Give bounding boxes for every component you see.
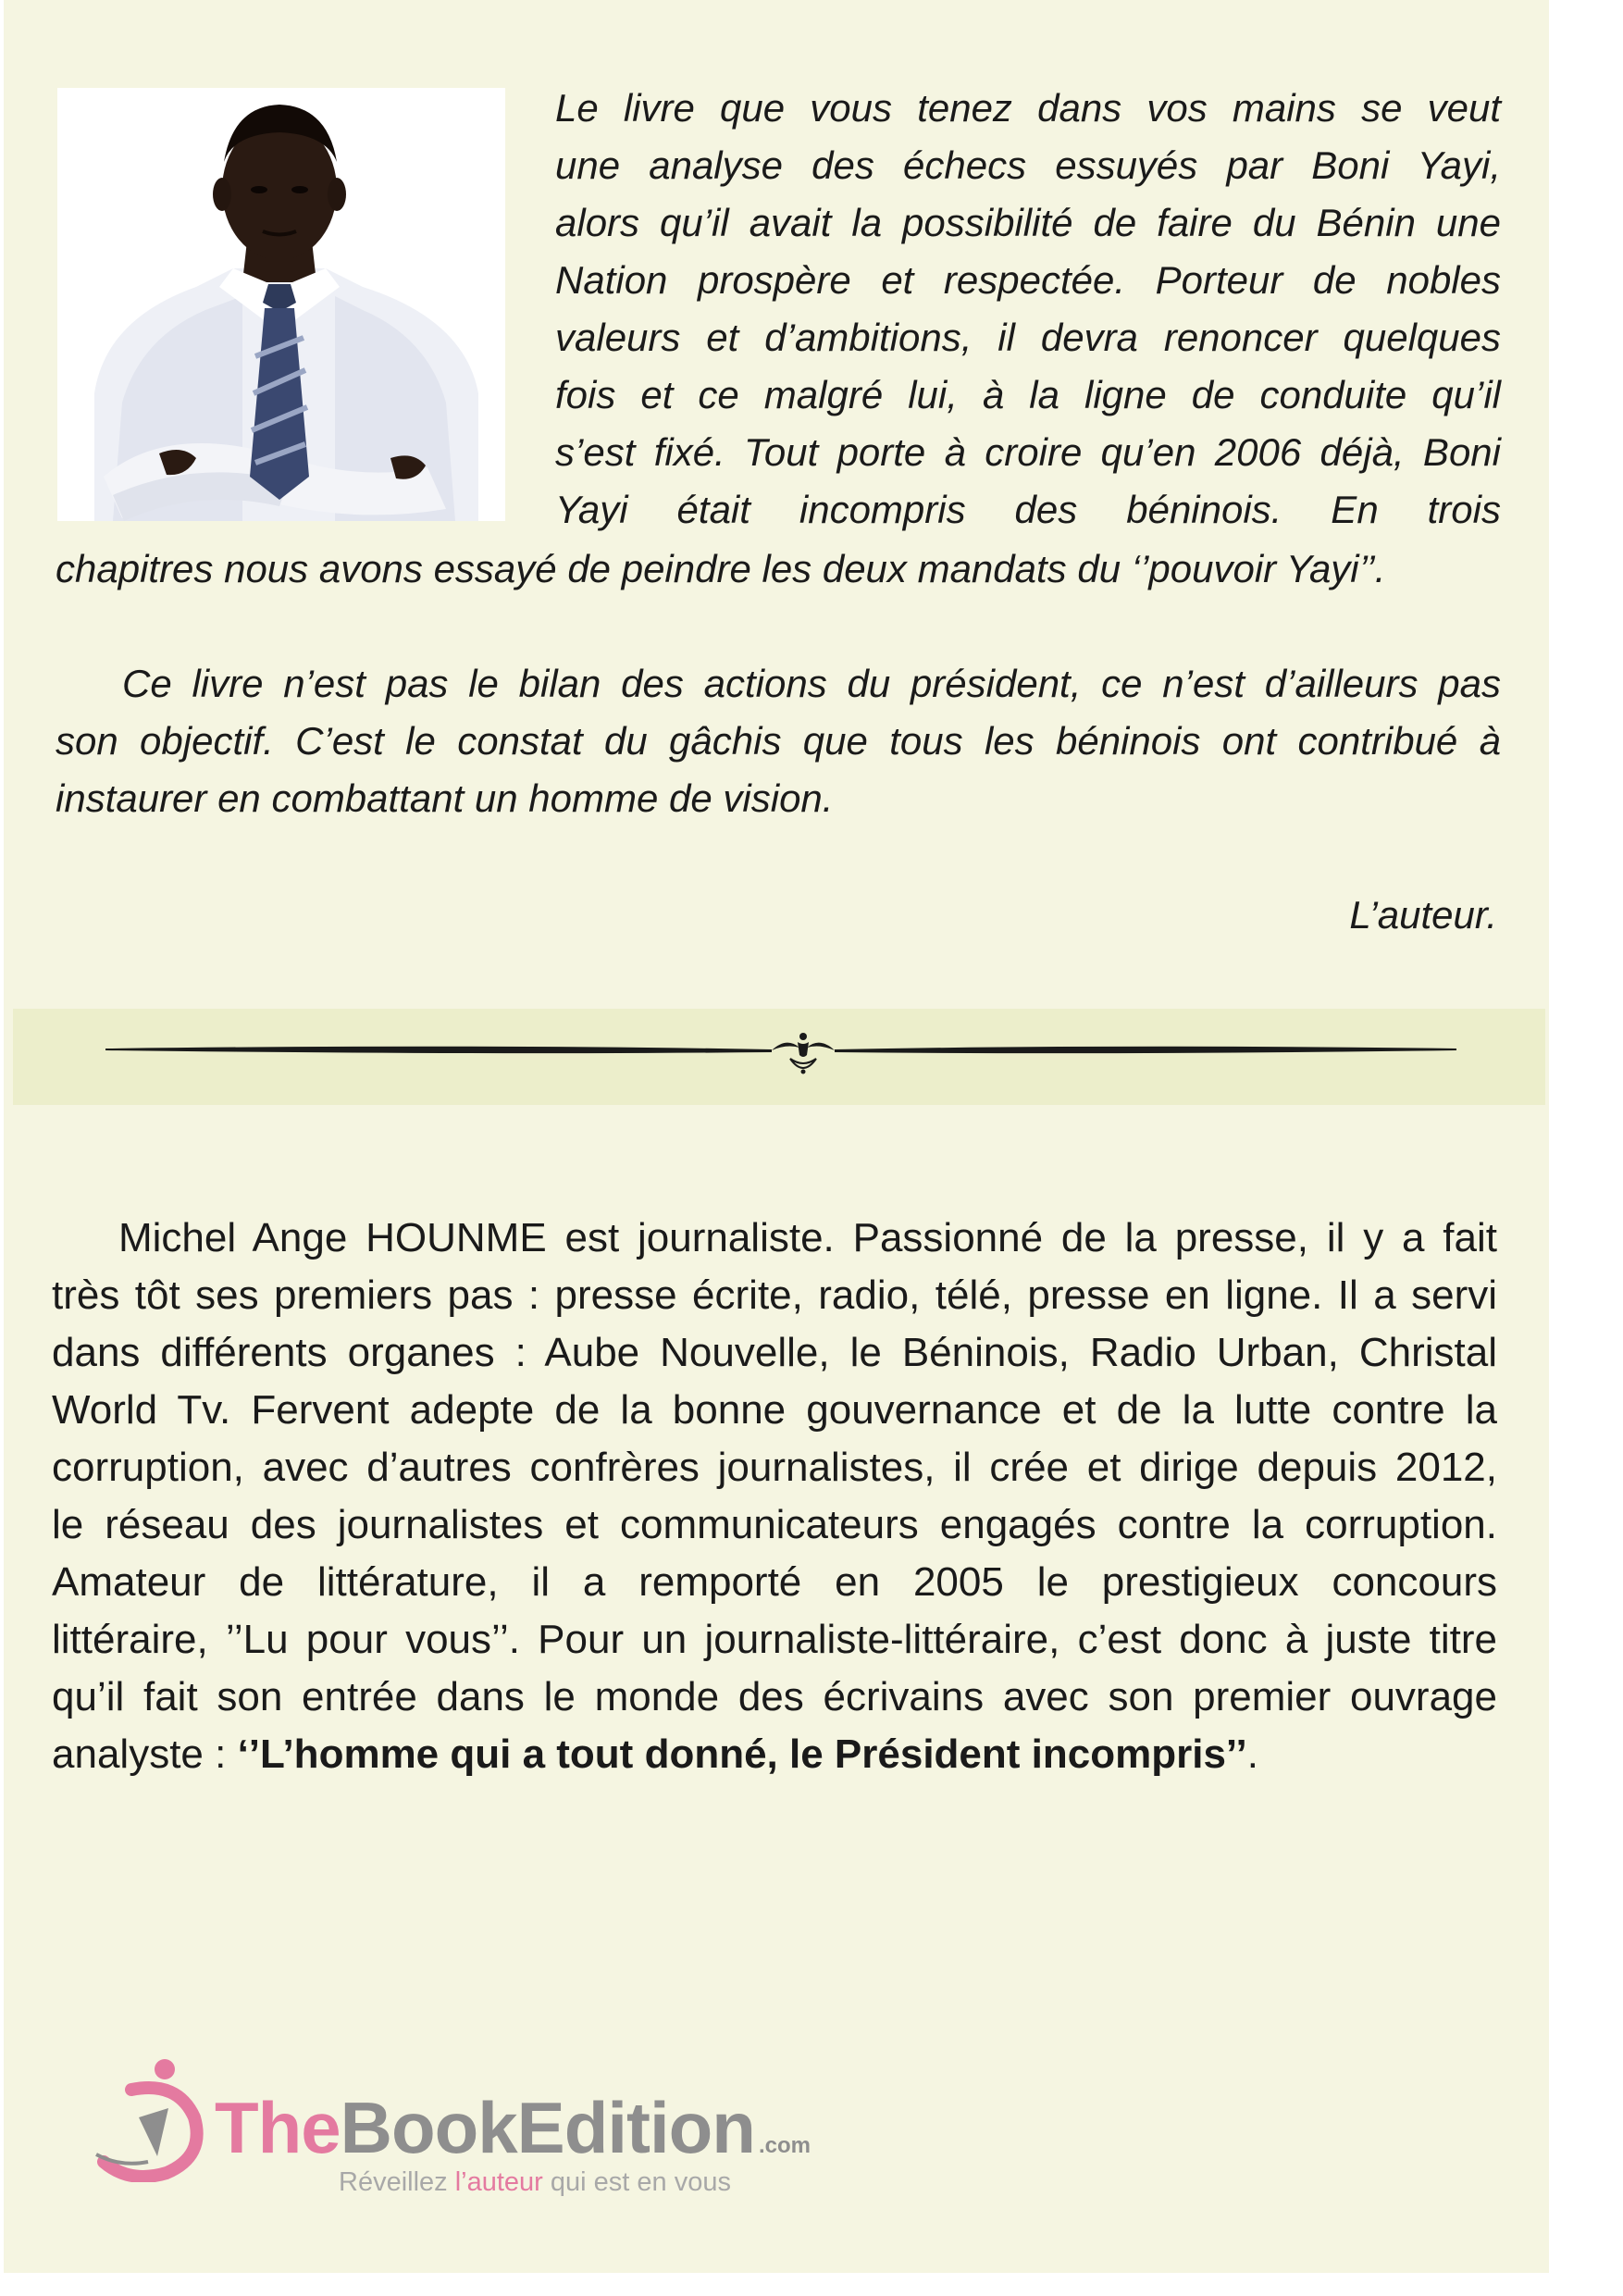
author-portrait-image <box>57 88 505 521</box>
bio-last-prefix: analyste : <box>52 1731 238 1777</box>
bio-line: World Tv. Fervent adepte de la bonne gouvernance et de la lutte contre la <box>52 1387 1497 1433</box>
divider-band <box>13 1009 1545 1105</box>
author-signature: L’auteur. <box>1349 893 1497 937</box>
intro-line: s’est fixé. Tout porte à croire qu’en 2006 déjà, Boni <box>555 430 1501 474</box>
logo-slogan <box>339 2167 731 2198</box>
book-title: ‘’L’homme qui a tout donné, le Président incompris’’ <box>237 1731 1247 1777</box>
intro-line: Nation prospère et respectée. Porteur de nobles <box>555 258 1501 302</box>
logo-wordmark <box>215 2087 811 2168</box>
intro-paragraph-floated <box>555 80 1501 539</box>
bio-line: Amateur de littérature, il a remporté en 2005 le prestigieux concours <box>52 1559 1497 1605</box>
bio-line: le réseau des journalistes et communicateurs engagés contre la corruption. <box>52 1502 1497 1547</box>
intro-line: Yayi était incompris des béninois. En trois <box>555 488 1501 531</box>
bio-last-suffix: . <box>1246 1731 1258 1777</box>
publisher-logo <box>93 2053 833 2201</box>
slogan-after: qui est en vous <box>542 2167 731 2197</box>
ornamental-divider-icon <box>13 1009 1545 1105</box>
logo-word-bookedition: BookEdition <box>340 2087 755 2168</box>
paragraph-line: son objectif. C’est le constat du gâchis que tous les béninois ont contribué à <box>56 719 1501 763</box>
intro-line: Le livre que vous tenez dans vos mains se veut <box>555 86 1501 130</box>
author-photo <box>57 88 505 521</box>
bio-last-line <box>52 1726 1497 1783</box>
intro-line: une analyse des échecs essuyés par Boni Yayi, <box>555 143 1501 187</box>
back-cover-page <box>4 0 1549 2273</box>
intro-line: fois et ce malgré lui, à la ligne de conduite qu’il <box>555 373 1501 416</box>
second-paragraph <box>56 655 1501 827</box>
intro-line: alors qu’il avait la possibilité de faire du Bénin une <box>555 201 1501 244</box>
bio-line: très tôt ses premiers pas : presse écrite, radio, télé, presse en ligne. Il a servi <box>52 1272 1497 1318</box>
paragraph-line: instaurer en combattant un homme de vision. <box>56 776 834 820</box>
paragraph-line: Ce livre n’est pas le bilan des actions du président, ce n’est d’ailleurs pas <box>122 662 1501 705</box>
intro-paragraph-end <box>56 540 1501 598</box>
bio-line: corruption, avec d’autres confrères journalistes, il crée et dirige depuis 2012, <box>52 1445 1497 1490</box>
intro-last-line: chapitres nous avons essayé de peindre les deux mandats du ‘’pouvoir Yayi’’. <box>56 547 1386 590</box>
slogan-accent: l’auteur <box>454 2167 543 2197</box>
thebookedition-figure-icon <box>93 2053 204 2182</box>
slogan-before: Réveillez <box>339 2167 455 2197</box>
logo-word-the: The <box>215 2087 341 2168</box>
author-bio <box>52 1210 1497 1783</box>
intro-line: valeurs et d’ambitions, il devra renoncer quelques <box>555 316 1501 359</box>
bio-line: littéraire, ’’Lu pour vous’’. Pour un journaliste-littéraire, c’est donc à juste titre <box>52 1617 1497 1662</box>
logo-word-com: .com <box>758 2133 811 2158</box>
bio-line: dans différents organes : Aube Nouvelle, le Béninois, Radio Urban, Christal <box>52 1330 1497 1375</box>
bio-line: qu’il fait son entrée dans le monde des écrivains avec son premier ouvrage <box>52 1674 1497 1719</box>
bio-line: Michel Ange HOUNME est journaliste. Passionné de la presse, il y a fait <box>118 1215 1497 1260</box>
